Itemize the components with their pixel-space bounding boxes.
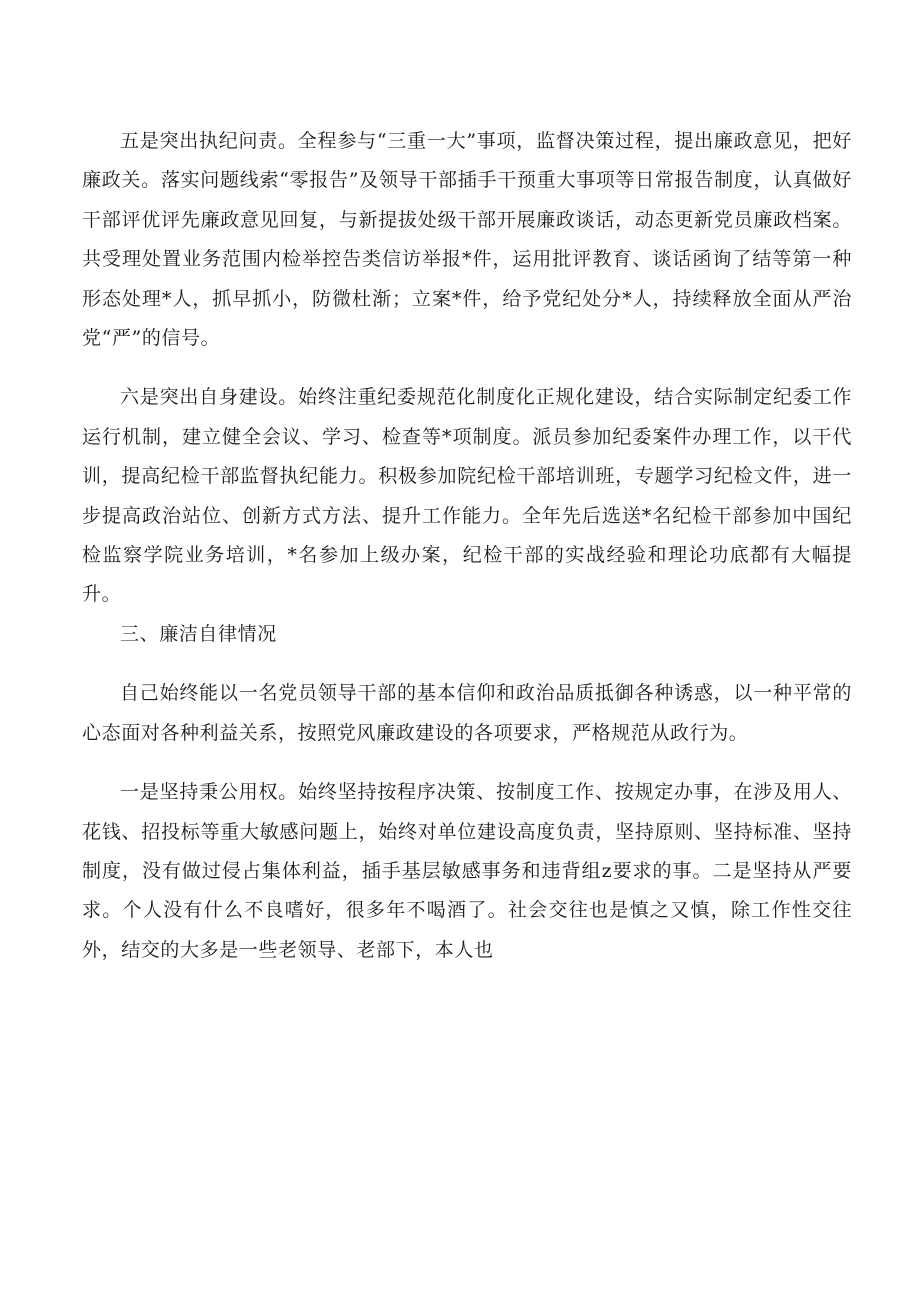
paragraph-execution-accountability: 五是突出执纪问责。全程参与“三重一大”事项，监督决策过程，提出廉政意见，把好廉政关。落实问题线索“零报告”及领导干部插手干预重大事项等日常报告制度，认真做好干部评优评先廉政意见回复，与新提拔处级干部开展廉政谈话，动态更新党员廉政档案。共受理处置业务范围内检举控告类信访举报*件，运用批评教育、谈话函询了结等第一种形态处理*人，抓早抓小，防微杜渐；立案*件，给予党纪处分*人，持续释放全面从严治党“严”的信号。	[82, 130, 852, 350]
paragraph-self-discipline-intro: 自己始终能以一名党员领导干部的基本信仰和政治品质抵御各种诱惑，以一种平常的心态面对各种利益关系，按照党风廉政建设的各项要求，严格规范从政行为。	[82, 682, 852, 744]
section-heading: 三、廉洁自律情况	[120, 622, 277, 645]
paragraph-impartial-power: 一是坚持秉公用权。始终坚持按程序决策、按制度工作、按规定办事，在涉及用人、花钱、招投标等重大敏感问题上，始终对单位建设高度负责，坚持原则、坚持标准、坚持制度，没有做过侵占集体利益，插手基层敏感事务和违背组z要求的事。二是坚持从严要求。个人没有什么不良嗜好，很多年不喝酒了。社会交往也是慎之又慎，除工作性交往外，结交的大多是一些老领导、老部下，本人也	[82, 781, 852, 961]
document-body	[82, 122, 852, 970]
paragraph-self-construction: 六是突出自身建设。始终注重纪委规范化制度化正规化建设，结合实际制定纪委工作运行机制，建立健全会议、学习、检查等*项制度。派员参加纪委案件办理工作，以干代训，提高纪检干部监督执纪能力。积极参加院纪检干部培训班，专题学习纪检文件，进一步提高政治站位、创新方式方法、提升工作能力。全年先后选送*名纪检干部参加中国纪检监察学院业务培训，*名参加上级办案，纪检干部的实战经验和理论功底都有大幅提升。	[82, 386, 852, 606]
